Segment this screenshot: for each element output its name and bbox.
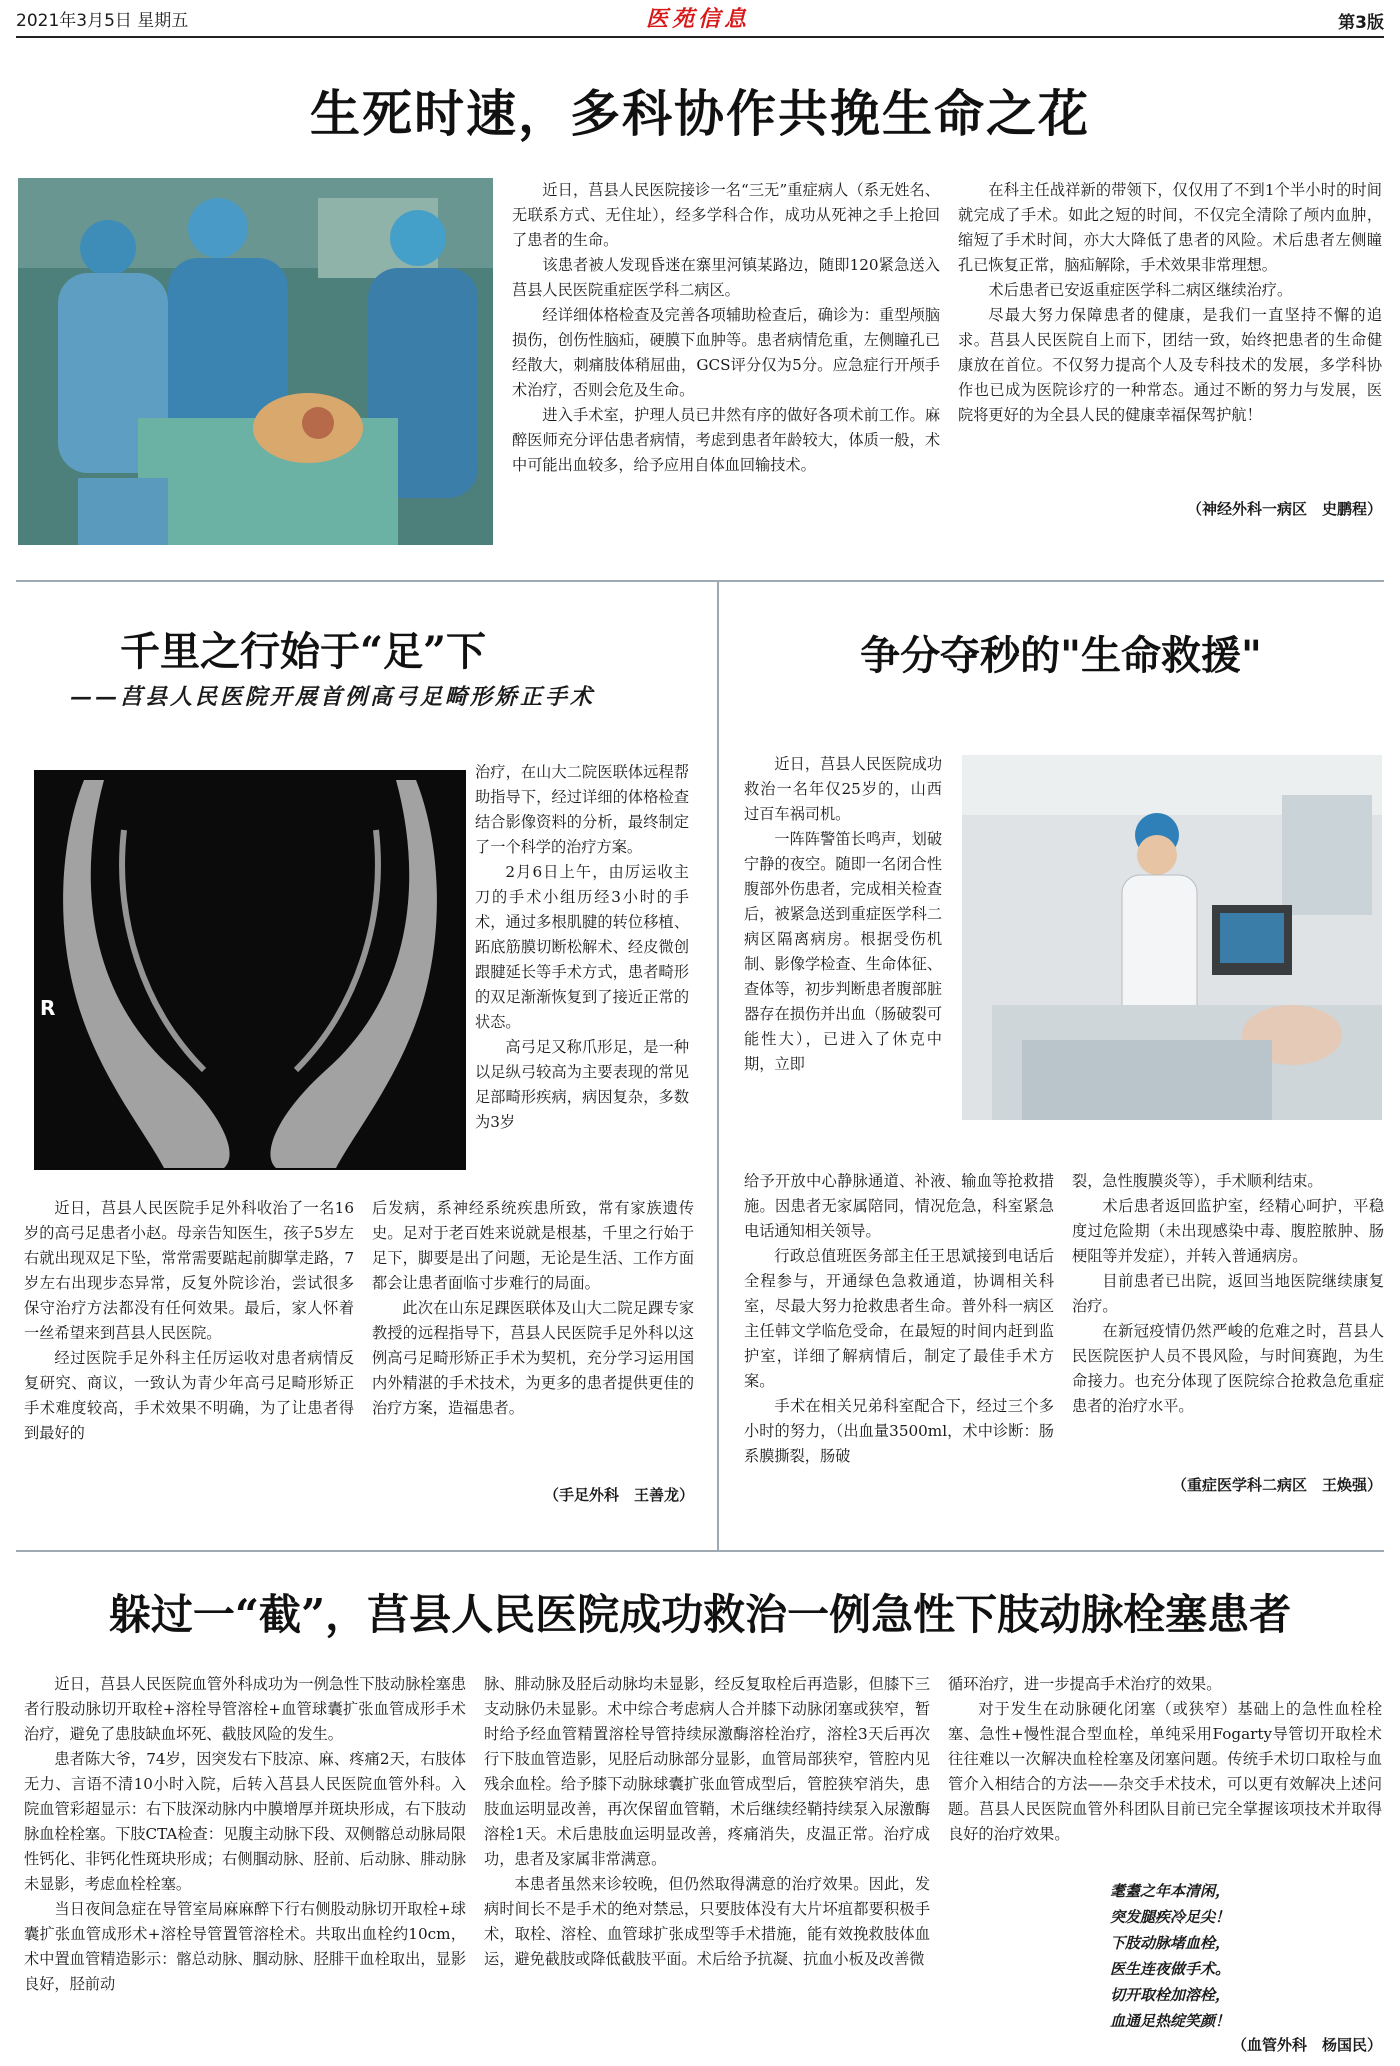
article4-col2 xyxy=(484,1672,930,2062)
surgery-illustration xyxy=(18,178,493,545)
article1-signature: （神经外科一病区 史鹏程） xyxy=(1186,500,1382,518)
xray-side-marker: R xyxy=(40,996,56,1020)
article2-col-right xyxy=(475,760,689,1170)
article4-col1 xyxy=(24,1672,466,2062)
paragraph: 裂，急性腹膜炎等），手术顺利结束。 xyxy=(1072,1172,1323,1190)
masthead xyxy=(16,0,1384,38)
paragraph: 给予开放中心静脉通道、补液、输血等抢救措施。因患者无家属陪同，情况危急，科室紧急电话通知相关领导。 xyxy=(744,1172,1054,1240)
poem-line: 下肢动脉堵血栓， xyxy=(1109,1934,1230,1952)
paragraph: 2月6日上午，由厉运收主刀的手术小组历经3小时的手术，通过多根肌腱的转位移植、跖底筋膜切断松解术、经皮微创跟腱延长等手术方式，患者畸形的双足渐渐恢复到了接近正常的状态。 xyxy=(475,863,689,1031)
paragraph: 后发病，系神经系统疾患所致，常有家族遗传史。足对于老百姓来说就是根基，千里之行始于足下，脚要是出了问题，无论是生活、工作方面都会让患者面临寸步难行的局面。 xyxy=(372,1199,694,1292)
paper-name: 医苑信息 xyxy=(646,6,751,32)
surgery-photo xyxy=(18,178,493,545)
paragraph: 在新冠疫情仍然严峻的危难之时，莒县人民医院医护人员不畏风险，与时间赛跑，为生命接力。也充分体现了医院综合抢救急危重症患者的治疗水平。 xyxy=(1072,1322,1384,1415)
paragraph: 对于发生在动脉硬化闭塞（或狭窄）基础上的急性血栓栓塞、急性+慢性混合型血栓，单纯采用Fogarty导管切开取栓术往往难以一次解决血栓栓塞及闭塞问题。传统手术切口取栓与血管介入相结合的方法——杂交手术技术，可以更有效解决上述问题。莒县人民医院血管外科团队目前已完全掌握该项技术并取得良好的治疗效果。 xyxy=(948,1700,1382,1843)
poem xyxy=(1060,1878,1280,2034)
paragraph: 当日夜间急症在导管室局麻麻醉下行右侧股动脉切开取栓+球囊扩张血管成形术+溶栓导管置管溶栓术。共取出血栓约10cm，术中置血管精造影示：髂总动脉、腘动脉、胫腓干血栓取出，显影良好，胫前动 xyxy=(24,1900,466,1993)
paragraph: 术后患者已安返重症医学科二病区继续治疗。 xyxy=(988,281,1293,299)
article4-signature: （血管外科 杨国民） xyxy=(1231,2036,1382,2054)
paragraph: 尽最大努力保障患者的健康，是我们一直坚持不懈的追求。莒县人民医院自上而下，团结一致，始终把患者的生命健康放在首位。不仅努力提高个人及专科技术的发展，多学科协作也已成为医院诊疗的一种常态。通过不断的努力与发展，医院将更好的为全县人民的健康幸福保驾护航！ xyxy=(958,306,1382,424)
paragraph: 一阵阵警笛长鸣声，划破宁静的夜空。随即一名闭合性腹部外伤患者，完成相关检查后，被紧急送到重症医学科二病区隔离病房。根据受伤机制、影像学检查、生命体征、查体等，初步判断患者腹部脏器存在损伤并出血（肠破裂可能性大），已进入了休克中期，立即 xyxy=(744,830,942,1073)
issue-date: 2021年3月5日 星期五 xyxy=(16,11,189,31)
article3-col-left xyxy=(744,1169,1054,1499)
paragraph: 经过医院手足外科主任厉运收对患者病情反复研究、商议，一致认为青少年高弓足畸形矫正手术难度较高，手术效果不明确，为了让患者得到最好的 xyxy=(24,1349,354,1442)
paragraph: 行政总值班医务部主任王思斌接到电话后全程参与，开通绿色急救通道，协调相关科室，尽最大努力抢救患者生命。普外科一病区主任韩文学临危受命，在最短的时间内赶到监护室，详细了解病情后，制定了最佳手术方案。 xyxy=(744,1247,1054,1390)
article1-col1 xyxy=(512,178,940,548)
article1-title: 生死时速，多科协作共挽生命之花 xyxy=(310,85,1090,143)
article2-subtitle: ——莒县人民医院开展首例高弓足畸形矫正手术 xyxy=(70,684,596,710)
paragraph: 高弓足又称爪形足，是一种以足纵弓较高为主要表现的常见足部畸形疾病，病因复杂，多数为3岁 xyxy=(475,1038,689,1131)
poem-line: 血通足热绽笑颜！ xyxy=(1109,2012,1230,2030)
paragraph: 近日，莒县人民医院血管外科成功为一例急性下肢动脉栓塞患者行股动脉切开取栓+溶栓导管溶栓+血管球囊扩张血管成形手术治疗，避免了患肢缺血坏死、截肢风险的发生。 xyxy=(24,1675,466,1743)
paragraph: 治疗，在山大二院医联体远程帮助指导下，经过详细的体格检查结合影像资料的分析，最终制定了一个科学的治疗方案。 xyxy=(475,763,689,856)
paragraph: 术后患者返回监护室，经精心呵护，平稳度过危险期（未出现感染中毒、腹腔脓肿、肠梗阻等并发症），并转入普通病房。 xyxy=(1072,1197,1384,1265)
article2-col-left xyxy=(24,1196,354,1506)
paragraph: 患者陈大爷，74岁，因突发右下肢凉、麻、疼痛2天，右肢体无力、言语不清10小时入院，后转入莒县人民医院血管外科。入院血管彩超显示：右下肢深动脉内中膜增厚并斑块形成，右下肢动脉血栓栓塞。下肢CTA检查：见腹主动脉下段、双侧髂总动脉局限性钙化、非钙化性斑块形成；右侧腘动脉、胫前、后动脉、腓动脉未显影，考虑血栓栓塞。 xyxy=(24,1750,466,1893)
article2-col-mid xyxy=(372,1196,694,1476)
paragraph: 脉、腓动脉及胫后动脉均未显影，经反复取栓后再造影，但膝下三支动脉仍未显影。术中综合考虑病人合并膝下动脉闭塞或狭窄，暂时给予经血管精置溶栓导管持续尿激酶溶栓治疗，溶栓3天后再次行下肢血管造影，见胫后动脉部分显影，血管局部狭窄，管腔内见残余血栓。给予膝下动脉球囊扩张血管成型后，管腔狭窄消失，患肢血运明显改善，再次保留血管鞘，术后继续经鞘持续泵入尿激酶溶栓1天。术后患肢血运明显改善，疼痛消失，皮温正常。治疗成功，患者及家属非常满意。 xyxy=(484,1675,930,1868)
xray-photo xyxy=(34,770,466,1170)
article3-col-narrow xyxy=(744,752,942,1167)
poem-line: 医生连夜做手术。 xyxy=(1109,1960,1230,1978)
paragraph: 经详细体格检查及完善各项辅助检查后，确诊为：重型颅脑损伤，创伤性脑疝，硬膜下血肿等。患者病情危重，左侧瞳孔已经散大，刺痛肢体稍屈曲，GCS评分仅为5分。应急症行开颅手术治疗，否则会危及生命。 xyxy=(512,306,940,399)
article2-signature: （手足外科 王善龙） xyxy=(543,1486,694,1504)
paragraph: 在科主任战祥新的带领下，仅仅用了不到1个半小时的时间就完成了手术。如此之短的时间，不仅完全清除了颅内血肿，缩短了手术时间，亦大大降低了患者的风险。术后患者左侧瞳孔已恢复正常，脑疝解除，手术效果非常理想。 xyxy=(958,181,1382,274)
paragraph: 近日，莒县人民医院接诊一名“三无”重症病人（系无姓名、无联系方式、无住址），经多学科合作，成功从死神之手上抢回了患者的生命。 xyxy=(512,181,940,249)
paragraph: 本患者虽然来诊较晚，但仍然取得满意的治疗效果。因此，发病时间长不是手术的绝对禁忌，只要肢体没有大片坏疽都要积极手术，取栓、溶栓、血管球扩张成型等手术措施，能有效挽救肢体血运，避免截肢或降低截肢平面。术后给予抗凝、抗血小板及改善微 xyxy=(484,1875,930,1968)
article1-col2 xyxy=(958,178,1382,500)
icu-photo xyxy=(962,755,1382,1120)
paragraph: 手术在相关兄弟科室配合下，经过三个多小时的努力，（出血量3500ml，术中诊断：肠系膜撕裂，肠破 xyxy=(744,1397,1054,1465)
icu-illustration xyxy=(962,755,1382,1120)
paragraph: 该患者被人发现昏迷在寨里河镇某路边，随即120紧急送入莒县人民医院重症医学科二病区。 xyxy=(512,256,940,299)
paragraph: 进入手术室，护理人员已井然有序的做好各项术前工作。麻醉医师充分评估患者病情，考虑到患者年龄较大，体质一般，术中可能出血较多，给予应用自体血回输技术。 xyxy=(512,406,940,474)
article3-title: 争分夺秒的"生命救援" xyxy=(860,632,1262,679)
column-divider xyxy=(717,580,719,1550)
paragraph: 目前患者已出院，返回当地医院继续康复治疗。 xyxy=(1072,1272,1384,1315)
article3-signature: （重症医学科二病区 王焕强） xyxy=(1171,1476,1382,1494)
paragraph: 近日，莒县人民医院手足外科收治了一名16岁的高弓足患者小赵。母亲告知医生，孩子5岁左右就出现双足下坠，常常需要踮起前脚掌走路，7岁左右出现步态异常，反复外院诊治，尝试很多保守治疗方法都没有任何效果。最后，家人怀着一丝希望来到莒县人民医院。 xyxy=(24,1199,354,1342)
section-divider xyxy=(16,1550,1384,1552)
page-number: 第3版 xyxy=(1338,13,1384,33)
poem-line: 耄耋之年本清闲， xyxy=(1109,1882,1230,1900)
paragraph: 近日，莒县人民医院成功救治一名年仅25岁的，山西过百车祸司机。 xyxy=(744,755,942,823)
article3-col-right xyxy=(1072,1169,1384,1469)
poem-line: 切开取栓加溶栓， xyxy=(1109,1986,1230,2004)
article4-title: 躲过一“截”，莒县人民医院成功救治一例急性下肢动脉栓塞患者 xyxy=(108,1590,1292,1639)
article2-title: 千里之行始于“足”下 xyxy=(120,628,487,675)
section-divider xyxy=(16,580,1384,582)
foot-xray-illustration xyxy=(34,770,466,1170)
paragraph: 循环治疗，进一步提高手术治疗的效果。 xyxy=(948,1675,1222,1693)
paragraph: 此次在山东足踝医联体及山大二院足踝专家教授的远程指导下，莒县人民医院手足外科以这例高弓足畸形矫正手术为契机，充分学习运用国内外精湛的手术技术，为更多的患者提供更佳的治疗方案，造福患者。 xyxy=(372,1299,694,1417)
article4-col3 xyxy=(948,1672,1382,1872)
poem-line: 突发腿疾冷足尖！ xyxy=(1109,1908,1230,1926)
